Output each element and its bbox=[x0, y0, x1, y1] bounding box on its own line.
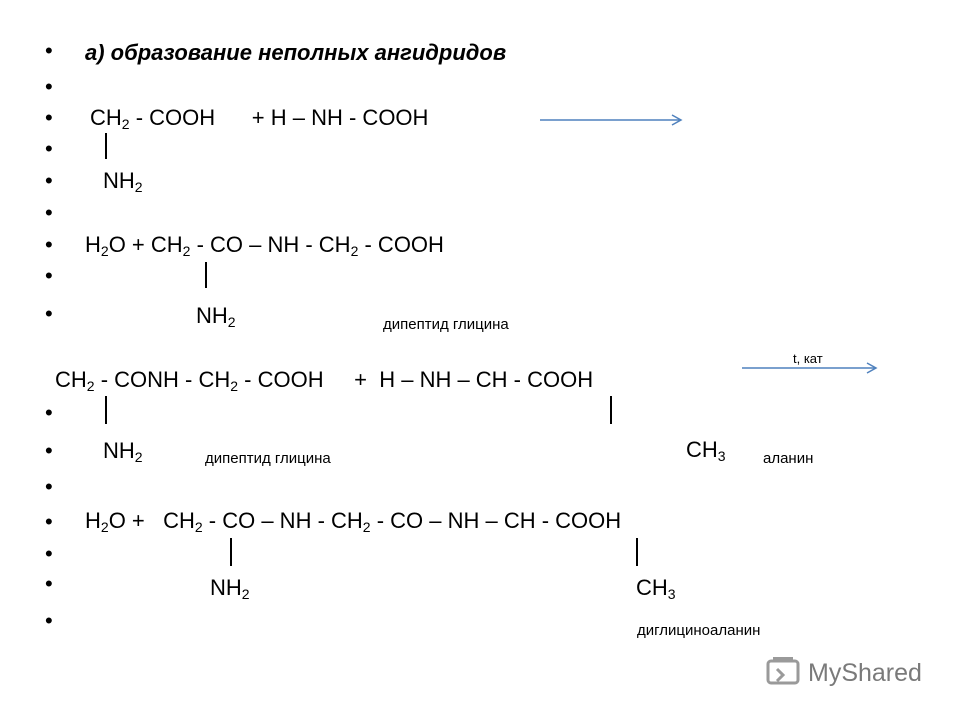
bond-line bbox=[105, 133, 107, 159]
amino-group: $NH_2$ bbox=[103, 168, 143, 195]
bond-line bbox=[205, 262, 207, 288]
bullet: • bbox=[45, 263, 53, 288]
bullet: • bbox=[45, 571, 53, 596]
bullet: • bbox=[45, 608, 53, 633]
label-dipeptide-glycine: дипептид глицина bbox=[383, 316, 509, 333]
bullet: • bbox=[45, 74, 53, 99]
bullet: • bbox=[45, 438, 53, 463]
label-product-name: диглициноаланин bbox=[637, 622, 761, 639]
bullet: • bbox=[45, 301, 53, 326]
reaction-2-reactants: $CH_2$ - CONH - $CH_2$ - COOH + H – NH – CH - COOH bbox=[55, 367, 594, 394]
bullet: • bbox=[45, 168, 53, 193]
reaction-1-reactants: $CH_2$ - COOH + H – NH - COOH bbox=[90, 105, 429, 132]
methyl-group: $CH_3$ bbox=[636, 575, 676, 602]
bond-line bbox=[230, 538, 232, 566]
label-dipeptide-glycine: дипептид глицина bbox=[205, 450, 331, 467]
section-title: а) образование неполных ангидридов bbox=[85, 40, 507, 65]
bond-line bbox=[610, 396, 612, 424]
reaction-arrow-2 bbox=[740, 362, 885, 374]
bullet: • bbox=[45, 400, 53, 425]
arrow-condition-label: t, кат bbox=[793, 351, 823, 366]
watermark-text: MyShared bbox=[808, 659, 922, 687]
label-alanine: аланин bbox=[763, 450, 814, 467]
bullet: • bbox=[45, 38, 53, 63]
bond-line bbox=[636, 538, 638, 566]
bullet: • bbox=[45, 474, 53, 499]
bond-line bbox=[105, 396, 107, 424]
bullet: • bbox=[45, 509, 53, 534]
amino-group: $NH_2$ bbox=[210, 575, 250, 602]
bullet: • bbox=[45, 105, 53, 130]
bullet: • bbox=[45, 200, 53, 225]
reaction-1-products: $H_2O + CH_2$ - CO – NH - $CH_2$ - COOH bbox=[85, 232, 444, 259]
methyl-group: $CH_3$ bbox=[686, 437, 726, 464]
amino-group: $NH_2$ bbox=[103, 438, 143, 465]
reaction-arrow-1 bbox=[538, 114, 688, 126]
amino-group: $NH_2$ bbox=[196, 303, 236, 330]
bullet: • bbox=[45, 232, 53, 257]
myshared-logo-icon bbox=[765, 655, 805, 691]
bullet: • bbox=[45, 541, 53, 566]
bullet: • bbox=[45, 136, 53, 161]
reaction-2-products: $H_2O + CH_2$ - CO – NH - $CH_2$ - CO – NH – CH - COOH bbox=[85, 508, 622, 535]
